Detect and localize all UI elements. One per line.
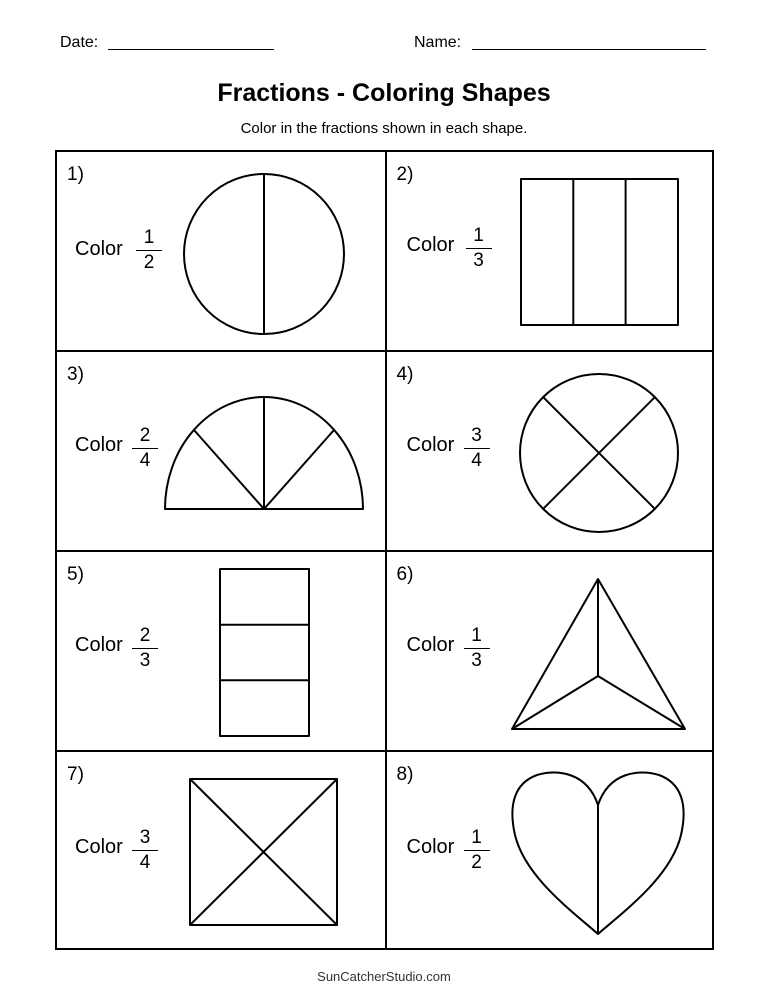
denominator: 4 bbox=[139, 852, 151, 873]
color-label: Color bbox=[406, 434, 455, 456]
problem-number: 5) bbox=[67, 564, 84, 585]
tall-rectangle-thirds-shape[interactable] bbox=[57, 552, 386, 750]
circle-fourths-shape[interactable] bbox=[387, 352, 716, 550]
color-label: Color bbox=[406, 234, 455, 256]
denominator: 3 bbox=[471, 650, 482, 671]
denominator: 4 bbox=[139, 450, 151, 471]
square-fourths-shape[interactable] bbox=[57, 752, 386, 950]
date-label: Date: bbox=[60, 34, 99, 51]
footer-credit: SunCatcherStudio.com bbox=[317, 969, 451, 984]
color-label: Color bbox=[75, 836, 123, 858]
heart-halves-shape[interactable] bbox=[387, 752, 716, 950]
numerator: 1 bbox=[143, 227, 155, 248]
problem-number: 8) bbox=[396, 764, 414, 785]
denominator: 2 bbox=[471, 852, 482, 873]
name-label: Name: bbox=[414, 34, 462, 51]
numerator: 1 bbox=[471, 827, 482, 848]
problem-7 bbox=[57, 752, 387, 952]
problem-8 bbox=[387, 752, 717, 952]
numerator: 1 bbox=[473, 225, 484, 246]
denominator: 2 bbox=[143, 252, 155, 273]
color-label: Color bbox=[75, 238, 123, 260]
problem-5 bbox=[57, 552, 387, 752]
problem-number: 3) bbox=[67, 364, 84, 385]
color-label: Color bbox=[75, 634, 123, 656]
denominator: 3 bbox=[139, 650, 151, 671]
problem-number: 7) bbox=[67, 764, 84, 785]
numerator: 2 bbox=[139, 425, 151, 446]
denominator: 4 bbox=[471, 450, 482, 471]
problem-number: 1) bbox=[67, 164, 84, 185]
problem-6 bbox=[387, 552, 717, 752]
numerator: 3 bbox=[471, 425, 482, 446]
rectangle-thirds-shape[interactable] bbox=[387, 152, 716, 350]
problem-2 bbox=[387, 152, 717, 352]
color-label: Color bbox=[406, 836, 455, 858]
problem-number: 2) bbox=[396, 164, 414, 185]
problem-number: 6) bbox=[396, 564, 414, 585]
numerator: 3 bbox=[139, 827, 151, 848]
problem-number: 4) bbox=[396, 364, 414, 385]
problem-grid bbox=[55, 150, 714, 950]
date-field-line[interactable] bbox=[108, 49, 274, 50]
circle-halves-shape[interactable] bbox=[57, 152, 386, 350]
problem-3 bbox=[57, 352, 387, 552]
problem-4 bbox=[387, 352, 717, 552]
color-label: Color bbox=[406, 634, 455, 656]
instructions: Color in the fractions shown in each shape. bbox=[240, 120, 528, 137]
denominator: 3 bbox=[473, 250, 484, 271]
color-label: Color bbox=[75, 434, 123, 456]
numerator: 1 bbox=[471, 625, 482, 646]
numerator: 2 bbox=[139, 625, 151, 646]
problem-1 bbox=[57, 152, 387, 352]
name-field-line[interactable] bbox=[472, 49, 706, 50]
page-title: Fractions - Coloring Shapes bbox=[217, 79, 551, 107]
semicircle-fourths-shape[interactable] bbox=[57, 352, 386, 550]
triangle-thirds-shape[interactable] bbox=[387, 552, 716, 750]
